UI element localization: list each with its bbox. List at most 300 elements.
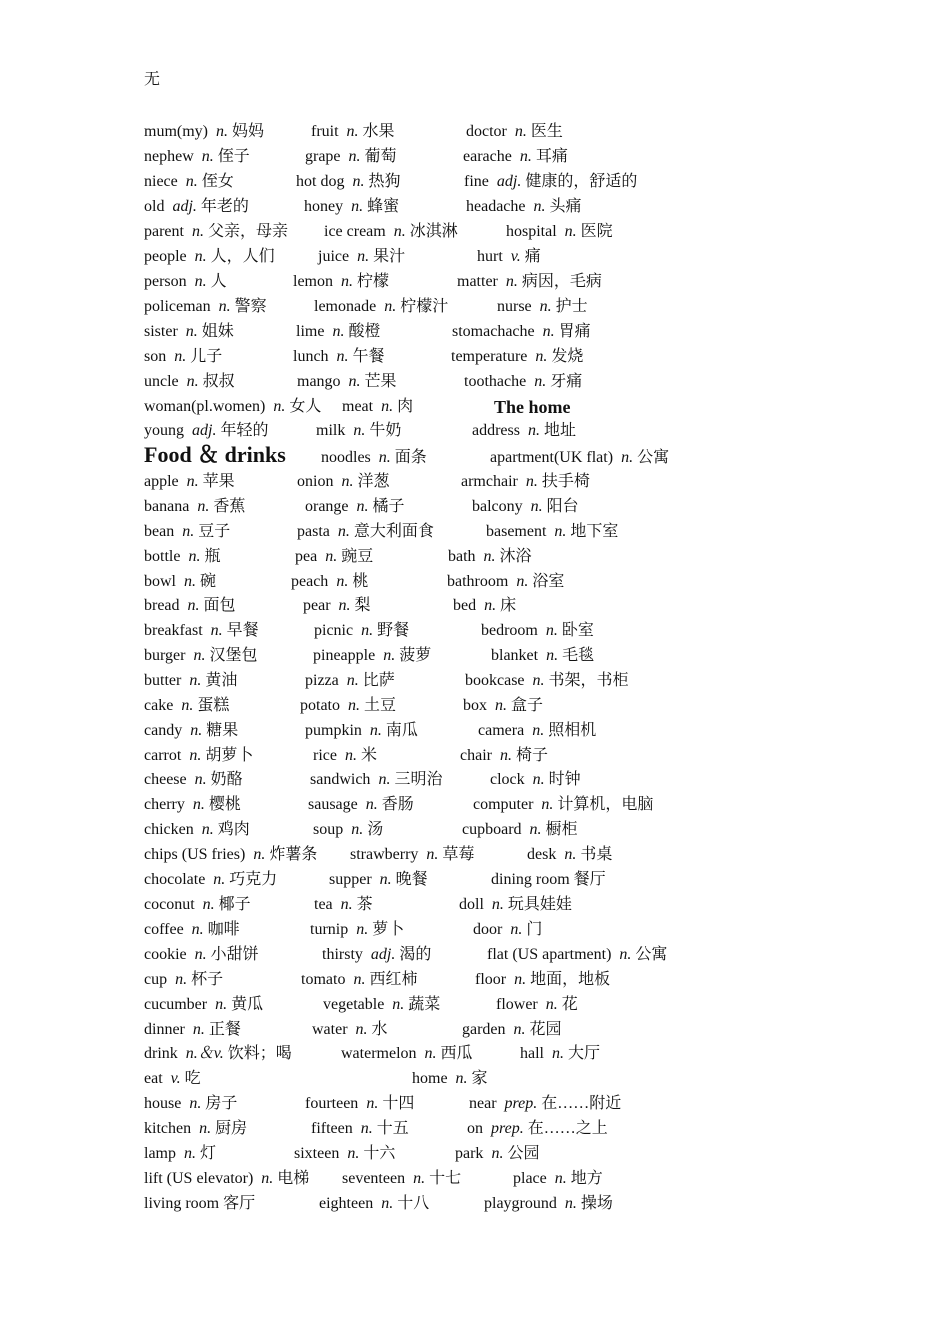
part-of-speech: n. (356, 921, 369, 938)
english-word: juice (318, 248, 350, 265)
english-word: armchair (461, 473, 518, 490)
english-word: orange (305, 498, 349, 515)
chinese-meaning: 葡萄 (364, 148, 397, 165)
chinese-meaning: 在……附近 (541, 1095, 622, 1112)
part-of-speech: n. (337, 523, 350, 540)
chinese-meaning: 柠檬汁 (400, 298, 449, 315)
english-word: cookie (144, 946, 187, 963)
chinese-meaning: 地方 (570, 1170, 603, 1187)
english-word: fine (464, 173, 489, 190)
english-word: thirsty (322, 946, 363, 963)
english-word: door (473, 921, 503, 938)
part-of-speech: n. (191, 223, 204, 240)
part-of-speech: n. (392, 996, 405, 1013)
part-of-speech: n. (542, 323, 555, 340)
english-word: coffee (144, 921, 184, 938)
part-of-speech: n. (216, 123, 228, 140)
english-word: hospital (506, 223, 557, 240)
english-word: flower (496, 996, 538, 1013)
english-word: hall (520, 1045, 544, 1062)
english-word: computer (473, 796, 534, 813)
part-of-speech: n. (215, 996, 228, 1013)
vocab-entry (293, 345, 385, 369)
vocab-entry (144, 1042, 292, 1066)
english-word: chair (460, 747, 492, 764)
part-of-speech: n. (514, 123, 527, 140)
part-of-speech: n. (424, 1045, 437, 1062)
part-of-speech: prep. (491, 1120, 524, 1137)
vocab-entry (144, 993, 263, 1017)
part-of-speech: n. (261, 1170, 274, 1187)
english-word: box (463, 697, 487, 714)
part-of-speech: n. (202, 896, 215, 913)
vocab-entry (144, 520, 230, 544)
english-word: bedroom (481, 622, 538, 639)
part-of-speech: n. (325, 548, 338, 565)
english-word: lemonade (314, 298, 377, 315)
english-word: bath (448, 548, 476, 565)
part-of-speech: n. (535, 348, 548, 365)
vocab-entry (294, 1142, 395, 1166)
vocab-entry (316, 419, 401, 443)
vocab-entry (491, 868, 606, 892)
vocab-entry (144, 120, 264, 144)
chinese-meaning: 侄子 (217, 148, 250, 165)
chinese-meaning: 米 (360, 747, 377, 764)
english-word: cake (144, 697, 174, 714)
vocab-entry (350, 843, 474, 867)
part-of-speech: n. (378, 449, 391, 466)
vocab-entry (314, 295, 448, 319)
vocab-entry (491, 644, 594, 668)
chinese-meaning: 芒果 (364, 373, 397, 390)
vocab-entry (481, 619, 594, 643)
part-of-speech: n. (379, 871, 392, 888)
chinese-meaning: 十八 (397, 1195, 430, 1212)
part-of-speech: n. (185, 323, 198, 340)
english-word: nephew (144, 148, 194, 165)
vocab-entry (473, 793, 653, 817)
english-word: garden (462, 1021, 506, 1038)
vocab-entry (477, 245, 541, 269)
vocab-entry (342, 395, 413, 419)
part-of-speech: n. (190, 722, 203, 739)
vocab-entry (144, 220, 288, 244)
english-word: pumpkin (305, 722, 362, 739)
english-word: old (144, 198, 165, 215)
chinese-meaning: 儿子 (190, 348, 223, 365)
vocab-entry (490, 768, 581, 792)
english-word: apple (144, 473, 179, 490)
vocab-entry (144, 1117, 247, 1141)
chinese-meaning: 西红柿 (369, 971, 418, 988)
chinese-meaning: 病因，毛病 (521, 273, 602, 290)
chinese-meaning: 正餐 (208, 1021, 241, 1038)
part-of-speech: n. (546, 647, 559, 664)
chinese-meaning: 面条 (394, 449, 427, 466)
chinese-meaning: 洋葱 (357, 473, 390, 490)
part-of-speech: n. (514, 971, 527, 988)
part-of-speech: n. (552, 1045, 564, 1062)
vocab-entry (310, 918, 404, 942)
vocab-entry (305, 669, 395, 693)
part-of-speech: n. (366, 1095, 379, 1112)
part-of-speech: n. (564, 846, 577, 863)
part-of-speech: n. (340, 896, 353, 913)
vocab-entry (144, 644, 257, 668)
vocab-entry (313, 744, 377, 768)
part-of-speech: n. (336, 573, 349, 590)
part-of-speech: n. (185, 173, 198, 190)
part-of-speech: n. (491, 896, 504, 913)
vocab-entry (321, 446, 427, 470)
vocab-entry (293, 270, 389, 294)
vocab-entry (296, 170, 400, 194)
chinese-meaning: 茶 (356, 896, 373, 913)
english-word: hot dog (296, 173, 345, 190)
english-word: candy (144, 722, 183, 739)
part-of-speech: n. (357, 248, 370, 265)
part-of-speech: n. (352, 173, 365, 190)
english-word: son (144, 348, 167, 365)
vocab-entry (144, 1067, 201, 1091)
english-word: stomachache (452, 323, 535, 340)
part-of-speech: n. (351, 821, 364, 838)
vocab-entry (144, 470, 235, 494)
part-of-speech: n. (360, 1120, 373, 1137)
part-of-speech: n. (532, 722, 545, 739)
chinese-meaning: 房子 (205, 1095, 238, 1112)
english-word: toothache (464, 373, 527, 390)
english-word: pasta (297, 523, 330, 540)
part-of-speech: n. (545, 996, 558, 1013)
vocab-entry (144, 170, 234, 194)
chinese-meaning: 早餐 (226, 622, 259, 639)
part-of-speech: n.＆v. (185, 1045, 224, 1062)
chinese-meaning: 椰子 (218, 896, 251, 913)
part-of-speech: n. (491, 1145, 504, 1162)
part-of-speech: n. (189, 747, 202, 764)
part-of-speech: n. (513, 1021, 526, 1038)
chinese-meaning: 奶酪 (210, 771, 243, 788)
english-word: basement (486, 523, 547, 540)
english-word: clock (490, 771, 525, 788)
part-of-speech: n. (356, 498, 369, 515)
vocab-entry (144, 395, 321, 419)
part-of-speech: n. (346, 123, 359, 140)
english-word: fourteen (305, 1095, 359, 1112)
chinese-meaning: 草莓 (442, 846, 475, 863)
vocab-entry (308, 793, 414, 817)
chinese-meaning: 巧克力 (229, 871, 278, 888)
english-word: house (144, 1095, 182, 1112)
english-word: young (144, 422, 184, 439)
vocab-entry (527, 843, 612, 867)
part-of-speech: v. (170, 1070, 181, 1087)
vocab-entry (486, 520, 618, 544)
chinese-meaning: 苹果 (202, 473, 235, 490)
english-word: rice (313, 747, 337, 764)
chinese-meaning: 吃 (184, 1070, 201, 1087)
part-of-speech: adj. (370, 946, 396, 963)
part-of-speech: n. (194, 946, 207, 963)
vocab-entry (466, 195, 582, 219)
english-word: lemon (293, 273, 333, 290)
vocab-entry (472, 419, 576, 443)
english-word: strawberry (350, 846, 419, 863)
vocab-entry (144, 245, 275, 269)
english-word: dining room (491, 871, 570, 888)
chinese-meaning: 鸡肉 (217, 821, 250, 838)
part-of-speech: n. (505, 273, 518, 290)
chinese-meaning: 操场 (580, 1195, 613, 1212)
part-of-speech: n. (336, 348, 349, 365)
chinese-meaning: 三明治 (394, 771, 443, 788)
english-word: cucumber (144, 996, 208, 1013)
chinese-meaning: 人 (210, 273, 227, 290)
part-of-speech: n. (525, 473, 538, 490)
chinese-meaning: 蛋糕 (197, 697, 230, 714)
vocab-entry (144, 419, 268, 443)
vocab-entry (478, 719, 596, 743)
english-word: ice cream (324, 223, 386, 240)
chinese-meaning: 碗 (200, 573, 217, 590)
vocab-entry (144, 768, 243, 792)
part-of-speech: n. (192, 796, 205, 813)
vocab-entry (144, 1018, 241, 1042)
chinese-meaning: 蜂蜜 (367, 198, 400, 215)
english-word: pizza (305, 672, 339, 689)
part-of-speech: n. (213, 871, 226, 888)
chinese-meaning: 水 (371, 1021, 388, 1038)
chinese-meaning: 大厅 (568, 1045, 601, 1062)
chinese-meaning: 牛奶 (369, 422, 402, 439)
english-word: turnip (310, 921, 349, 938)
chinese-meaning: 十六 (363, 1145, 396, 1162)
chinese-meaning: 公寓 (637, 449, 670, 466)
part-of-speech: n. (191, 921, 204, 938)
chinese-meaning: 人，人们 (210, 248, 275, 265)
vocab-entry (311, 120, 395, 144)
part-of-speech: n. (194, 771, 207, 788)
english-word: seventeen (342, 1170, 406, 1187)
chinese-meaning: 警察 (234, 298, 267, 315)
part-of-speech: n. (554, 1170, 567, 1187)
vocab-entry (144, 145, 250, 169)
vocab-entry (144, 669, 237, 693)
english-word: vegetable (323, 996, 385, 1013)
chinese-meaning: 时钟 (548, 771, 581, 788)
vocab-entry (457, 270, 602, 294)
part-of-speech: adj. (496, 173, 522, 190)
vocab-entry (297, 370, 397, 394)
vocab-entry (465, 669, 629, 693)
part-of-speech: n. (541, 796, 554, 813)
english-word: chocolate (144, 871, 206, 888)
vocab-entry (490, 446, 669, 470)
vocab-entry (324, 220, 458, 244)
english-word: nurse (497, 298, 532, 315)
english-word: bookcase (465, 672, 525, 689)
part-of-speech: n. (201, 148, 214, 165)
vocab-entry (314, 893, 373, 917)
vocab-entry (144, 295, 267, 319)
english-word: sandwich (310, 771, 371, 788)
vocab-entry (295, 545, 373, 569)
english-word: bathroom (447, 573, 509, 590)
part-of-speech: n. (564, 1195, 577, 1212)
english-word: camera (478, 722, 525, 739)
part-of-speech: n. (192, 1021, 205, 1038)
english-word: chips (US fries) (144, 846, 246, 863)
part-of-speech: v. (510, 248, 521, 265)
part-of-speech: n. (621, 449, 634, 466)
english-word: tea (314, 896, 333, 913)
chinese-meaning: 肉 (397, 398, 414, 415)
vocab-entry (311, 1117, 409, 1141)
vocab-entry (305, 1092, 414, 1116)
chinese-meaning: 盒子 (511, 697, 544, 714)
chinese-meaning: 卧室 (561, 622, 594, 639)
english-word: cheese (144, 771, 187, 788)
vocab-entry (484, 1192, 613, 1216)
part-of-speech: n. (530, 498, 543, 515)
vocab-entry (144, 694, 229, 718)
english-word: coconut (144, 896, 195, 913)
english-word: onion (297, 473, 334, 490)
chinese-meaning: 发烧 (551, 348, 584, 365)
chinese-meaning: 公园 (507, 1145, 540, 1162)
vocab-entry (323, 993, 440, 1017)
vocab-entry (144, 918, 240, 942)
chinese-meaning: 香肠 (381, 796, 414, 813)
vocab-entry (318, 245, 405, 269)
vocab-entry (144, 570, 216, 594)
chinese-meaning: 妈妈 (232, 123, 265, 140)
english-word: milk (316, 422, 346, 439)
vocab-entry (466, 120, 563, 144)
english-word: noodles (321, 449, 371, 466)
chinese-meaning: 热狗 (368, 173, 401, 190)
chinese-meaning: 十五 (376, 1120, 409, 1137)
part-of-speech: n. (381, 1195, 394, 1212)
english-word: potato (300, 697, 340, 714)
part-of-speech: n. (532, 771, 545, 788)
vocab-entry (464, 370, 582, 394)
part-of-speech: n. (361, 622, 374, 639)
chinese-meaning: 医生 (530, 123, 563, 140)
english-word: meat (342, 398, 374, 415)
chinese-meaning: 汉堡包 (209, 647, 258, 664)
english-word: pea (295, 548, 318, 565)
chinese-meaning: 健康的，舒适的 (525, 173, 638, 190)
part-of-speech: n. (187, 597, 200, 614)
english-word: sister (144, 323, 178, 340)
english-word: honey (304, 198, 344, 215)
chinese-meaning: 牙痛 (550, 373, 583, 390)
vocab-entry (301, 968, 417, 992)
vocab-entry (473, 918, 542, 942)
chinese-meaning: 黄瓜 (231, 996, 264, 1013)
chinese-meaning: 香蕉 (213, 498, 246, 515)
vocab-entry (144, 868, 277, 892)
english-word: dinner (144, 1021, 185, 1038)
english-word: bed (453, 597, 477, 614)
part-of-speech: n. (393, 223, 406, 240)
vocab-entry (322, 943, 431, 967)
chinese-meaning: 橘子 (372, 498, 405, 515)
english-word: lamp (144, 1145, 176, 1162)
chinese-meaning: 医院 (580, 223, 613, 240)
part-of-speech: n. (383, 647, 396, 664)
vocab-entry (144, 270, 227, 294)
part-of-speech: n. (184, 573, 196, 590)
chinese-meaning: 汤 (367, 821, 384, 838)
part-of-speech: prep. (504, 1095, 538, 1112)
chinese-meaning: 姐妹 (201, 323, 234, 340)
chinese-meaning: 地下室 (570, 523, 619, 540)
chinese-meaning: 柠檬 (357, 273, 390, 290)
english-word: pineapple (313, 647, 376, 664)
chinese-meaning: 十七 (429, 1170, 462, 1187)
chinese-meaning: 渴的 (399, 946, 432, 963)
chinese-meaning: 蔬菜 (408, 996, 441, 1013)
part-of-speech: n. (519, 148, 532, 165)
chinese-meaning: 黄油 (205, 672, 238, 689)
vocab-entry (291, 570, 368, 594)
vocab-entry (303, 594, 371, 618)
vocab-entry (319, 1192, 429, 1216)
chinese-meaning: 椅子 (515, 747, 548, 764)
part-of-speech: n. (527, 422, 540, 439)
english-word: breakfast (144, 622, 203, 639)
chinese-meaning: 叔叔 (202, 373, 235, 390)
vocab-entry (304, 195, 399, 219)
chinese-meaning: 耳痛 (535, 148, 568, 165)
vocab-entry (462, 1018, 562, 1042)
chinese-meaning: 豆子 (198, 523, 231, 540)
part-of-speech: n. (189, 1095, 202, 1112)
chinese-meaning: 杯子 (191, 971, 224, 988)
english-word: tomato (301, 971, 346, 988)
chinese-meaning: 意大利面食 (353, 523, 434, 540)
part-of-speech: n. (554, 523, 567, 540)
chinese-meaning: 梨 (354, 597, 371, 614)
chinese-meaning: 门 (526, 921, 543, 938)
english-word: blanket (491, 647, 539, 664)
chinese-meaning: 橱柜 (545, 821, 578, 838)
chinese-meaning: 书架，书柜 (548, 672, 629, 689)
part-of-speech: n. (182, 523, 195, 540)
english-word: peach (291, 573, 329, 590)
chinese-meaning: 地址 (543, 422, 576, 439)
english-word: place (513, 1170, 547, 1187)
english-word: headache (466, 198, 526, 215)
english-word: water (312, 1021, 348, 1038)
vocab-entry (455, 1142, 539, 1166)
english-word: picnic (314, 622, 354, 639)
part-of-speech: n. (210, 622, 223, 639)
english-word: banana (144, 498, 190, 515)
vocab-entry (341, 1042, 473, 1066)
vocab-entry (312, 1018, 388, 1042)
chinese-meaning: 在……之上 (527, 1120, 608, 1137)
vocab-entry (464, 170, 637, 194)
part-of-speech: n. (378, 771, 391, 788)
chinese-meaning: 瓶 (204, 548, 221, 565)
english-word: sausage (308, 796, 358, 813)
vocab-entry (475, 968, 610, 992)
